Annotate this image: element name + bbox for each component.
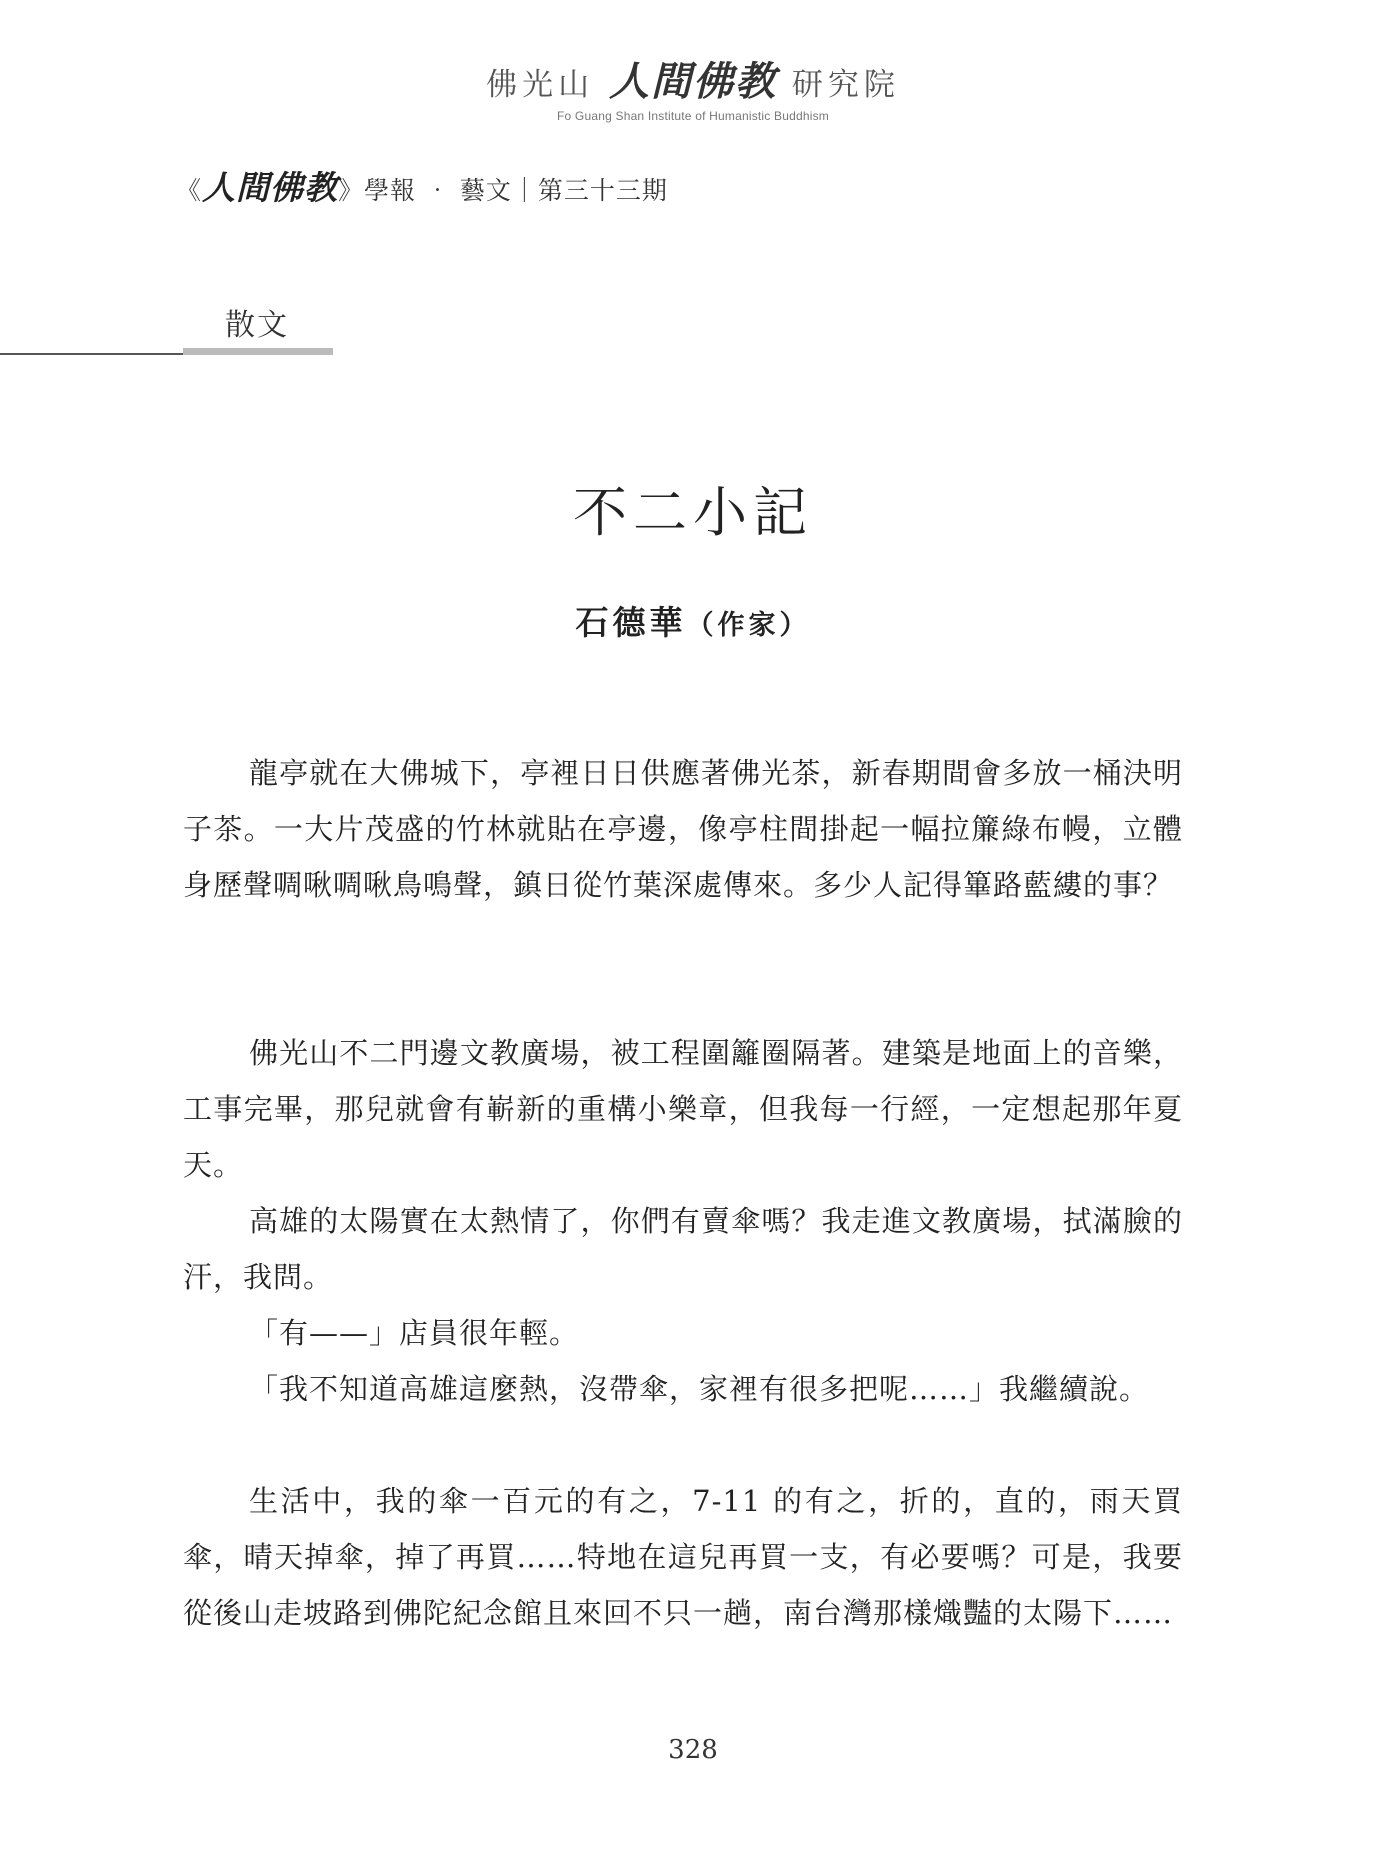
author-name: 石德華 xyxy=(575,603,687,642)
journal-open-bracket: 《 xyxy=(176,176,203,205)
body-paragraph-5: 「我不知道高雄這麼熱，沒帶傘，家裡有很多把呢……」我繼續說。 xyxy=(249,1372,1150,1406)
journal-calligraphy-name: 人間佛教 xyxy=(202,168,339,207)
article-byline xyxy=(0,597,1386,644)
section-label: 散文 xyxy=(225,308,289,343)
body-paragraph-3: 高雄的太陽實在太熱情了，你們有賣傘嗎？我走進文教廣場，拭滿臉的汗，我問。 xyxy=(183,1204,1183,1294)
body-paragraph-1: 龍亭就在大佛城下，亭裡日日供應著佛光茶，新春期間會多放一桶決明子茶。一大片茂盛的竹林就貼在亭邊，像亭柱間掛起一幅拉簾綠布幔，立體身歷聲啁啾啁啾鳥鳴聲，鎮日從竹葉深處傳來。多少人記得篳路藍縷的事？ xyxy=(183,756,1183,902)
journal-issue-info: 學報 ‧ 藝文｜第三十三期 xyxy=(364,176,668,205)
body-paragraph-6: 生活中，我的傘一百元的有之，7-11 的有之，折的，直的，雨天買傘，晴天掉傘，掉了再買……特地在這兒再買一支，有必要嗎？可是，我要從後山走坡路到佛陀紀念館且來回不只一趟，南台灣那樣熾豔的太陽下…… xyxy=(183,1484,1183,1630)
institute-name xyxy=(0,60,1386,107)
institute-header xyxy=(0,60,1386,123)
article-title: 不二小記 xyxy=(573,481,813,544)
body-paragraph-2: 佛光山不二門邊文教廣場，被工程圍籬圈隔著。建築是地面上的音樂，工事完畢，那兒就會有嶄新的重構小樂章，但我每一行經，一定想起那年夏天。 xyxy=(183,1036,1183,1182)
institute-prefix: 佛光山 xyxy=(486,67,595,103)
author-affiliation: （作家） xyxy=(686,610,811,641)
institute-calligraphy-logo: 人間佛教 xyxy=(609,58,777,105)
institute-english-name: Fo Guang Shan Institute of Humanistic Buddhism xyxy=(556,109,829,123)
institute-suffix: 研究院 xyxy=(791,67,900,103)
body-paragraph-4: 「有——」店員很年輕。 xyxy=(249,1316,580,1350)
section-divider-accent xyxy=(183,348,333,355)
page-number: 328 xyxy=(668,1735,718,1765)
journal-running-head xyxy=(176,162,668,209)
journal-close-bracket: 》 xyxy=(338,176,365,205)
